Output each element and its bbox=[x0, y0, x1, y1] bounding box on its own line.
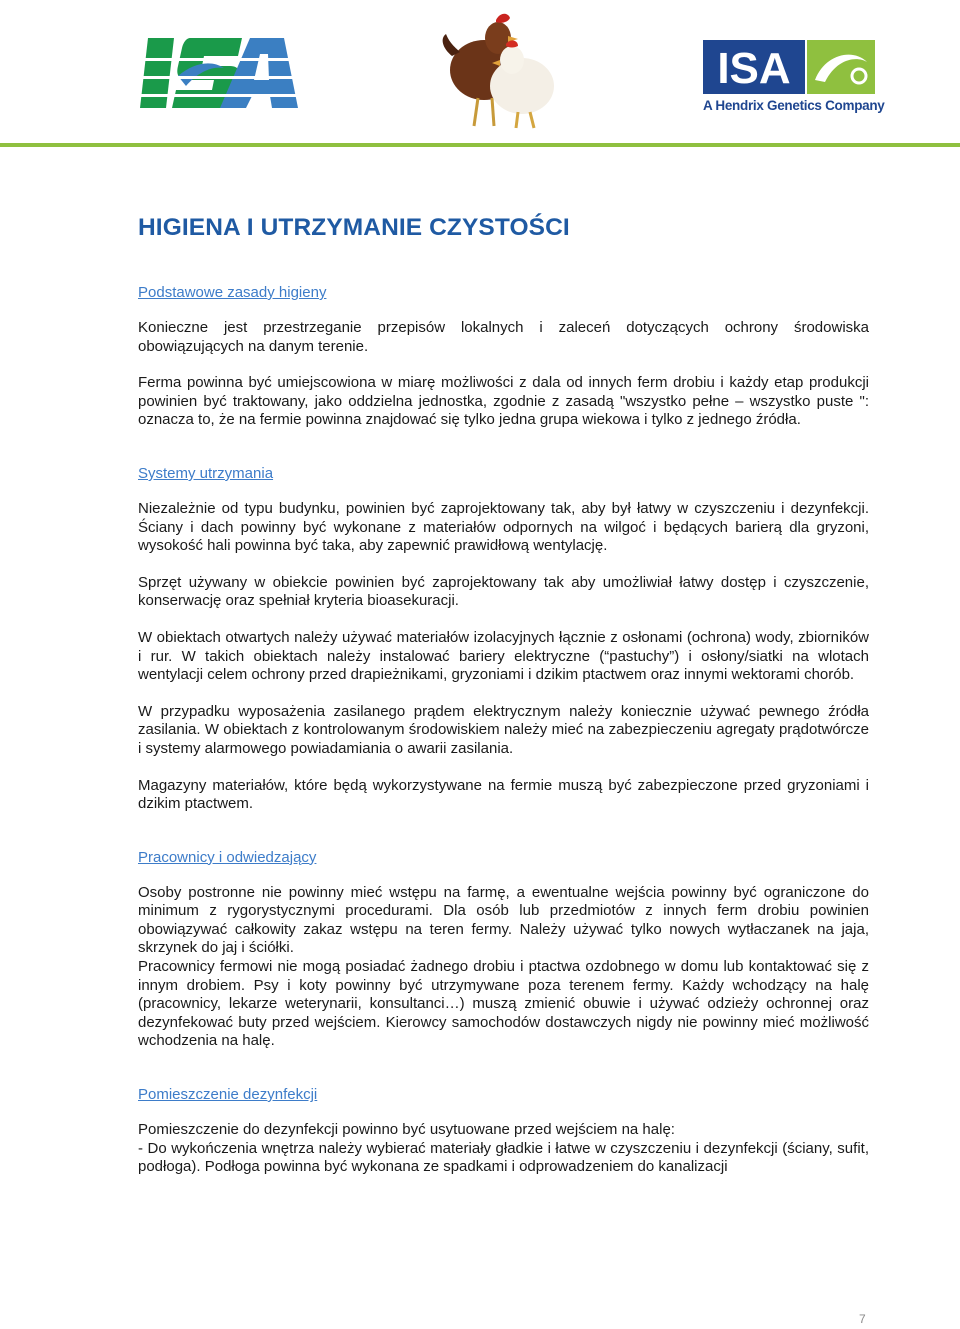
page-header bbox=[0, 0, 960, 150]
paragraph: Niezależnie od typu budynku, powinien być zaprojektowany tak, aby był łatwy w czyszczeniu i dezynfekcji. Ściany i dach powinny być wykonane z materiałów odpornych na wilgoć i będących barierą dla gryzoni, wysokość hali powinna być taka, aby zapewnić prawidłową wentylację. bbox=[138, 499, 869, 555]
isa-logo-green-block bbox=[807, 40, 875, 94]
page-title: HIGIENA I UTRZYMANIE CZYSTOŚCI bbox=[138, 214, 570, 241]
paragraph: Pracownicy fermowi nie mogą posiadać żadnego drobiu i ptactwa ozdobnego w domu lub kontaktować się z innym drobiem. Psy i koty powinny być utrzymywane poza terenem fermy. Każdy wchodzący na halę (pracownicy, lekarze weterynarii, konsultanci…) muszą zmienić obuwie i używać odzieży ochronnej oraz dezynfekować buty przed wejściem. Kierowcy samochodów dostawczych nigdy nie powinny mieć możliwość wchodzenia na halę. bbox=[138, 958, 869, 1050]
paragraph: Magazyny materiałów, które będą wykorzystywane na fermie muszą być zabezpieczone przed gryzoniami i dzikim ptactwem. bbox=[138, 776, 869, 813]
paragraph: - Do wykończenia wnętrza należy wybierać materiały gładkie i łatwe w czyszczeniu i dezynfekcji (ściany, sufit, podłoga). Podłoga powinna być wykonana ze spadkami i odprowadzeniem do kanalizacji bbox=[138, 1139, 869, 1176]
hens-illustration bbox=[438, 8, 560, 132]
swoosh-icon bbox=[807, 40, 875, 94]
isa-hendrix-logo bbox=[703, 40, 885, 120]
isa-logo-left bbox=[138, 36, 303, 110]
paragraph: W przypadku wyposażenia zasilanego prądem elektrycznym należy koniecznie używać pewnego źródła zasilania. W obiektach z kontrolowanym środowiskiem należy mieć na zabezpieczeniu agregaty prądotwórcze i systemy alarmowego powiadamiania o awarii zasilania. bbox=[138, 702, 869, 757]
section-heading-systems: Systemy utrzymania bbox=[138, 464, 274, 482]
paragraph: Sprzęt używany w obiekcie powinien być zaprojektowany tak aby umożliwiał łatwy dostęp i czyszczenie, konserwację oraz spełniał kryteria bioasekuracji. bbox=[138, 573, 869, 610]
isa-logo-left-graphic bbox=[138, 36, 303, 110]
paragraph: Osoby postronne nie powinny mieć wstępu na farmę, a ewentualne wejścia powinny być ograniczone do minimum z rygorystycznymi procedurami. Dla osób lub przedmiotów z innych ferm drobiu powinien obowiązywać całkowity zakaz wstępu na teren fermy. Należy używać tylko nowych wytłaczanek na jaja, skrzynek do jaj i ściółki. bbox=[138, 883, 869, 957]
section-heading-hygiene: Podstawowe zasady higieny bbox=[138, 284, 327, 301]
isa-logo-right-letters bbox=[703, 40, 805, 94]
document-body bbox=[138, 214, 869, 1195]
section-heading-workers: Pracownicy i odwiedzający bbox=[138, 848, 317, 866]
logo-tagline: A Hendrix Genetics Company bbox=[703, 98, 885, 113]
logo-right-text: ISA bbox=[717, 44, 791, 93]
paragraph: Konieczne jest przestrzeganie przepisów lokalnych i zaleceń dotyczących ochrony środowiska obowiązujących na danym terenie. bbox=[138, 319, 869, 355]
isa-logo-blue-block bbox=[703, 40, 805, 94]
page-number: 7 bbox=[859, 1312, 866, 1326]
header-divider bbox=[0, 143, 960, 147]
paragraph: Ferma powinna być umiejscowiona w miarę możliwości z dala od innych ferm drobiu i każdy etap produkcji powinien być traktowany, jako oddzielna jednostka, zgodnie z zasadą "wszystko pełne – wszystko puste ": oznacza to, że na fermie powinna znajdować się tylko jedna grupa wiekowa i tylko z jednego źródła. bbox=[138, 374, 869, 429]
section-heading-disinfection: Pomieszczenie dezynfekcji bbox=[138, 1086, 318, 1104]
paragraph: W obiektach otwartych należy używać materiałów izolacyjnych łącznie z osłonami (ochrona) wody, zbiorników i rur. W takich obiektach należy instalować bariery elektryczne (“pastuchy”) i osłony/siatki na wlotach wentylacji celem ochrony przed drapieżnikami, gryzoniami i dzikim ptactwem oraz innymi wektorami chorób. bbox=[138, 628, 869, 684]
hens-icon bbox=[438, 8, 560, 132]
paragraph: Pomieszczenie do dezynfekcji powinno być usytuowane przed wejściem na halę: bbox=[138, 1121, 675, 1139]
